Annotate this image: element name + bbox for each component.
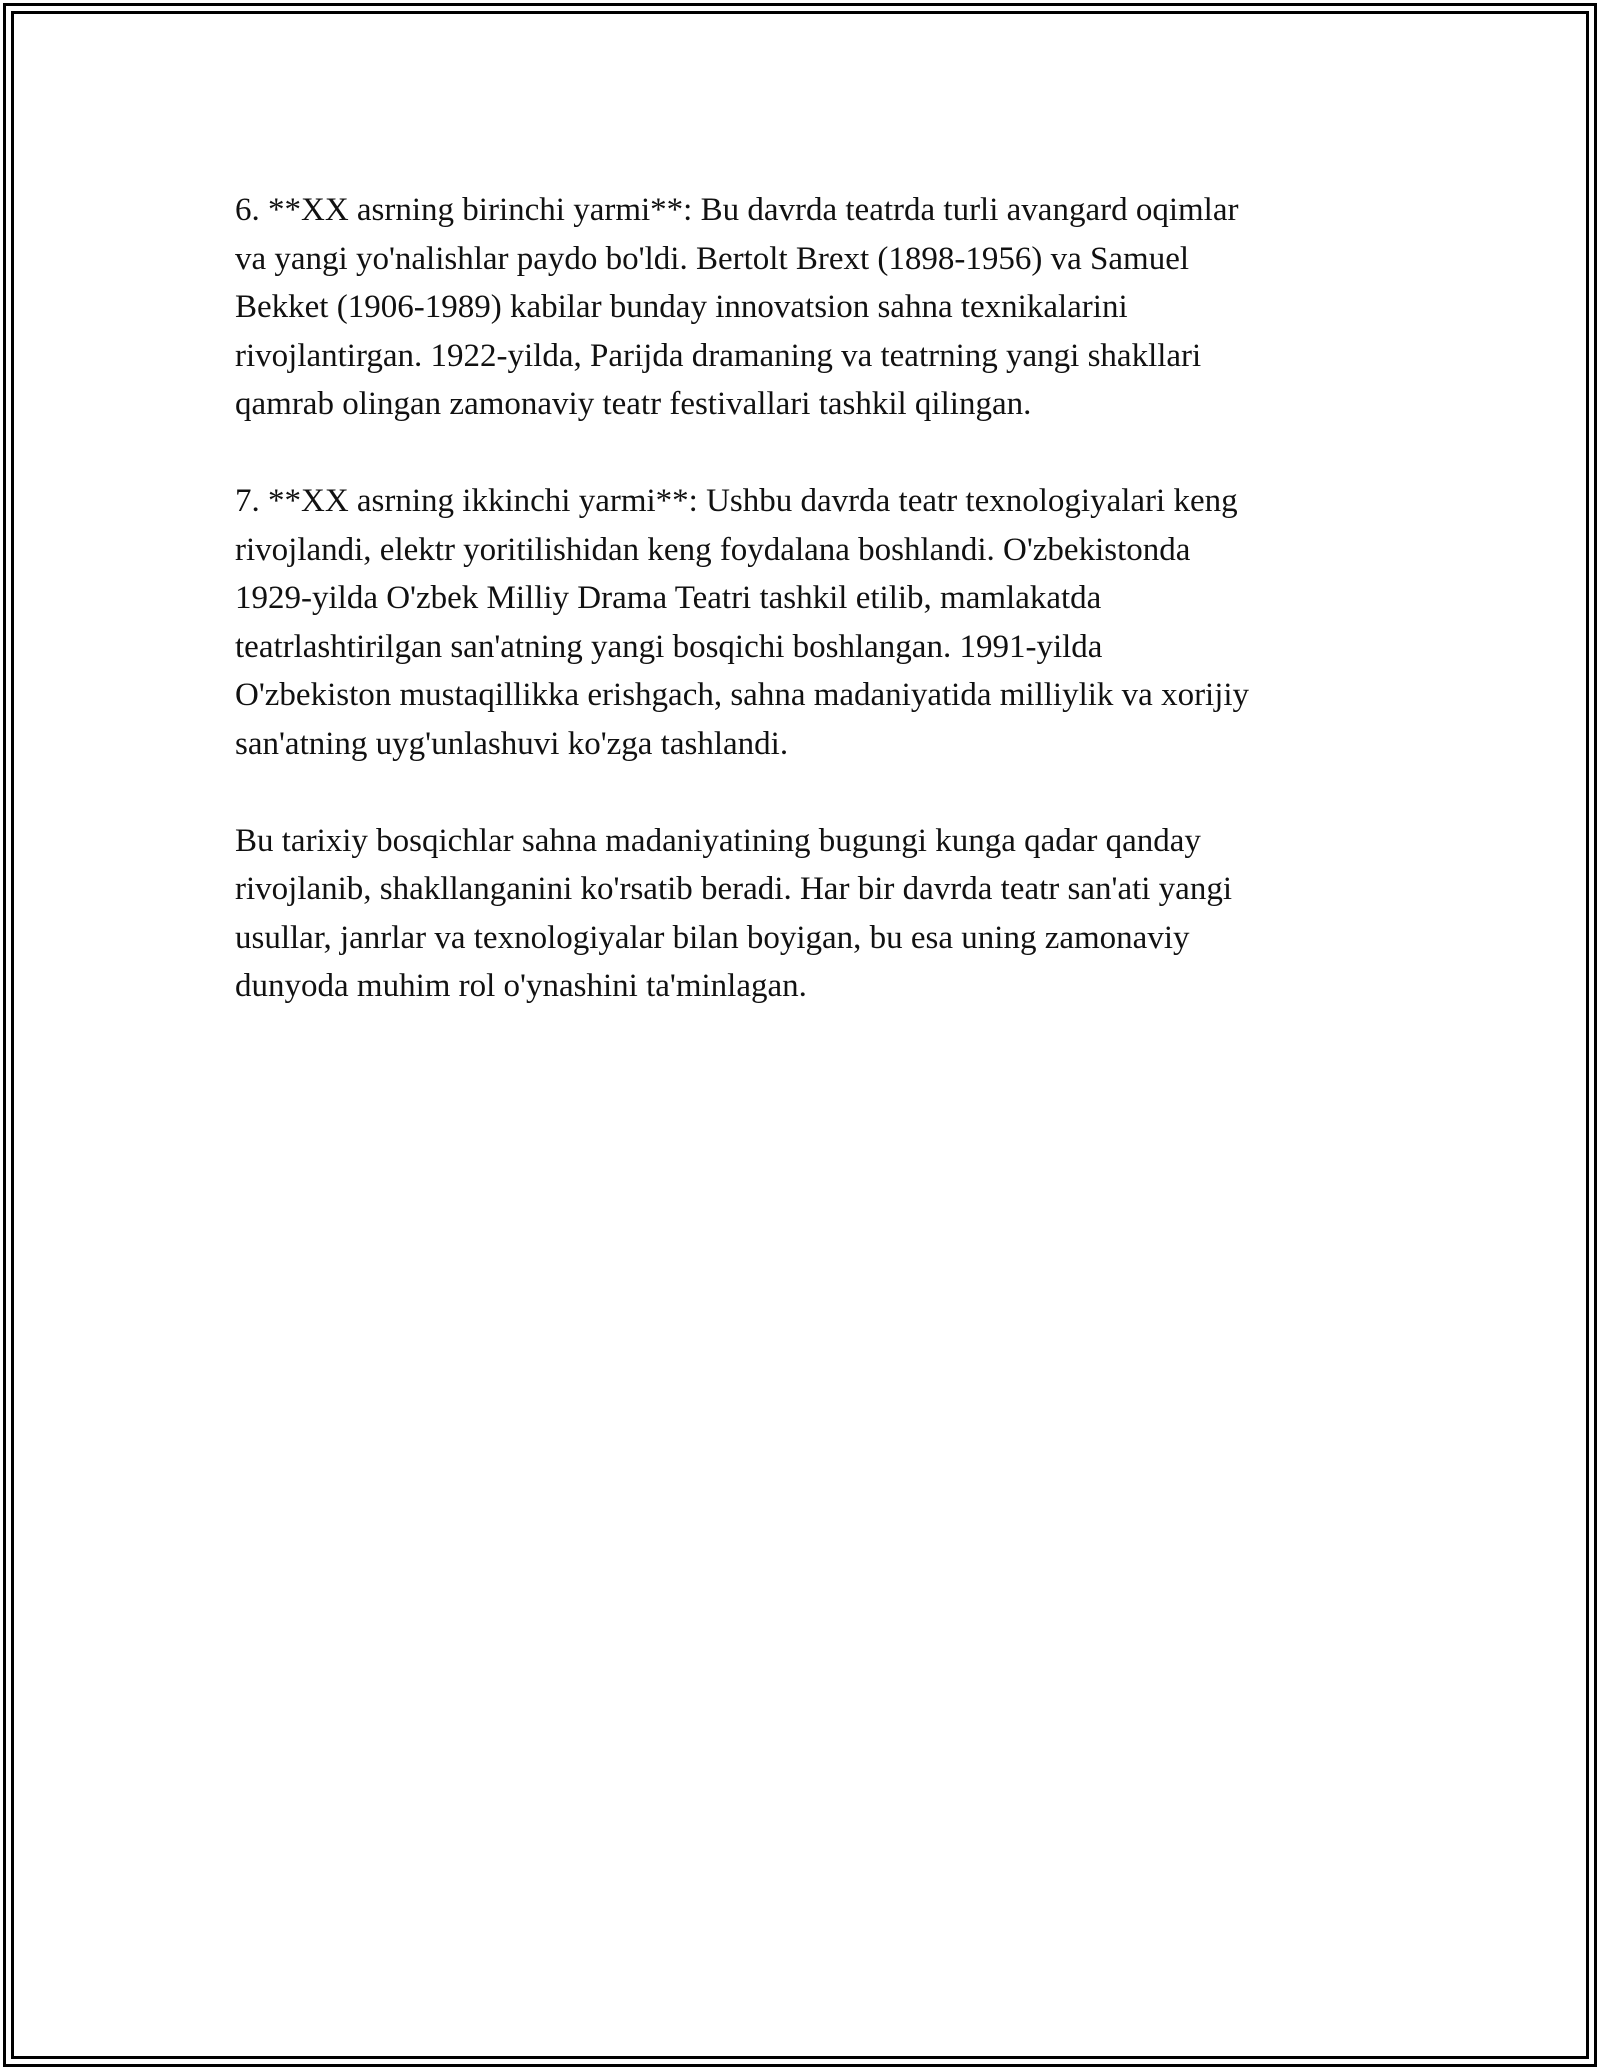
paragraph-conclusion: Bu tarixiy bosqichlar sahna madaniyatining bugungi kunga qadar qanday rivojlanib, shakllanganini ko'rsatib beradi. Har bir davrda teatr san'ati yangi usullar, janrlar va texnologiyalar bilan boyigan, bu esa uning zamonaviy dunyoda muhim rol o'ynashini ta'minlagan. bbox=[235, 822, 1232, 1004]
paragraph-section-6: 6. **XX asrning birinchi yarmi**: Bu davrda teatrda turli avangard oqimlar va yangi yo'nalishlar paydo bo'ldi. Bertolt Brext (1898-1956) va Samuel Bekket (1906-1989) kabilar bunday innovatsion sahna texnikalarini rivojlantirgan. 1922-yilda, Parijda dramaning va teatrning yangi shakllari qamrab olingan zamonaviy teatr festivallari tashkil qilingan. bbox=[235, 192, 1239, 422]
document-body bbox=[235, 186, 1375, 1059]
paragraph-section-7: 7. **XX asrning ikkinchi yarmi**: Ushbu davrda teatr texnologiyalari keng rivojlandi, elektr yoritilishidan keng foydalana boshlandi. O'zbekistonda 1929-yilda O'zbek Milliy Drama Teatri tashkil etilib, mamlakatda teatrlashtirilgan san'atning yangi bosqichi boshlangan. 1991-yilda O'zbekiston mustaqillikka erishgach, sahna madaniyatida milliylik va xorijiy san'atning uyg'unlashuvi ko'zga tashlandi. bbox=[235, 483, 1250, 762]
